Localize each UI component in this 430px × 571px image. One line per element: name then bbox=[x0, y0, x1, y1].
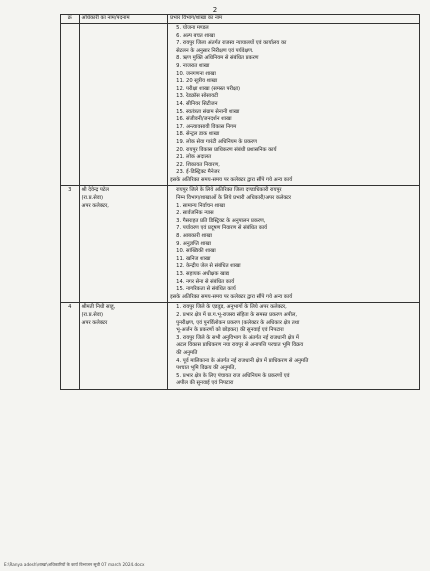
department-item: 13. सहायक अधीक्षक खाद्य bbox=[176, 271, 230, 277]
additional-duties-note: इसके अतिरिक्त समय-समय पर कलेक्टर द्वारा सौंपे गये अन्य कार्य bbox=[170, 176, 293, 183]
header-officer: अधिकारी का नाम/पदनाम bbox=[79, 15, 168, 24]
department-item: 15. नागरिकता से संबंधित कार्य bbox=[176, 286, 236, 293]
department-item: 5. प्रभार क्षेत्र के लिए पंचायत राज अधिनियम के प्रकरणों एवं bbox=[176, 372, 290, 379]
department-item: 14. सीनियर सिटीजन bbox=[176, 100, 218, 107]
officer-line: श्री देवेन्द्र पटेल bbox=[81, 187, 109, 194]
officer-line: अपर कलेक्टर, bbox=[81, 202, 109, 209]
department-item: 2. सार्वजनिक न्यास bbox=[176, 210, 214, 217]
department-item: 8. आबकारी शाखा bbox=[176, 233, 212, 240]
department-item: 12. परीक्षा शाखा (समस्त परीक्षा) bbox=[176, 85, 241, 92]
department-item: अटल विकास प्राधिकरण नया रायपुर से अनापत्ति परचात भूमि विक्रय bbox=[176, 342, 304, 349]
department-cell bbox=[168, 303, 420, 390]
department-item: 14. नगर सेना से संबंधित कार्य bbox=[176, 278, 235, 285]
department-item: 17. अन्त्यावसायी विकास निगम bbox=[176, 123, 237, 130]
officer-line: (रा.प्र.सेवा) bbox=[81, 311, 104, 318]
department-item: 23. ई-डिस्ट्रिक्ट मैनेजर bbox=[176, 169, 220, 176]
page-number: 2 bbox=[212, 6, 218, 14]
table-row bbox=[61, 303, 420, 390]
department-item: 4. पूर्व मालिकाना के अंतर्गत नई राजधानी क्षेत्र में प्राधिकरण से अनुमति bbox=[176, 357, 309, 364]
department-item: 19. लोक सेवा गारंटी अधिनियम के प्रकरण bbox=[176, 138, 257, 145]
department-item: 6. अल्प बचत शाखा bbox=[176, 32, 215, 39]
department-item: 13. रेडक्रॉस सोसायटी bbox=[176, 93, 219, 100]
department-item: 9. अनुज्ञप्ति शाखा bbox=[176, 240, 211, 247]
department-item: 5. योजना मण्डल bbox=[176, 25, 209, 31]
officer-cell bbox=[79, 303, 168, 390]
department-item: 8. ऋण मुक्ति अधिनियम से संबंधित प्रकरण bbox=[176, 55, 259, 62]
department-item: 18. सेन्ट्रल डाक शाखा bbox=[176, 131, 220, 138]
officer-cell bbox=[79, 186, 168, 303]
department-item: भू-अर्जन के प्रकरणों को छोड़कर) की सुनवाई एवं निपटारा bbox=[176, 327, 284, 334]
department-cell bbox=[168, 24, 420, 186]
table-row bbox=[61, 186, 420, 303]
department-item: 1. रायपुर जिले के एडवुड, अनुभागों के लिये अपर कलेक्टर, bbox=[176, 304, 287, 311]
department-item: 15. स्वतंत्रता संग्राम सेनानी शाखा bbox=[176, 108, 240, 115]
department-item: 3. रायपुर जिले के सभी अनुविभाग के अंतर्गत नई राजधानी क्षेत्र में bbox=[176, 334, 299, 341]
department-item: की अनुमति bbox=[176, 349, 198, 356]
department-item: 11. खनिज शाखा bbox=[176, 255, 211, 262]
department-cell bbox=[168, 186, 420, 303]
department-item: पुनरीक्षण, एवं पुनर्विलोकन प्रकरण (कलेक्टर के अधिकार क्षेत्र तथा bbox=[176, 319, 300, 326]
department-item: पश्चात भूमि विक्रय की अनुमति, bbox=[176, 365, 237, 372]
officer-line: श्रीमती निधी साहू, bbox=[81, 304, 116, 311]
header-department: प्रभार विभाग/शाखा का नाम bbox=[168, 15, 420, 24]
officer-line: (रा.प्र.सेवा) bbox=[81, 195, 104, 202]
department-item: 10. सांख्यिकी शाखा bbox=[176, 248, 216, 255]
left-margin bbox=[0, 0, 60, 571]
duty-allocation-table bbox=[60, 14, 420, 390]
officer-line: अपर कलेक्टर bbox=[81, 319, 108, 326]
department-item: 2. प्रभार क्षेत्र में छ.ग.भू-राजस्व संहिता के समस्त प्रकरण अपील, bbox=[176, 311, 297, 318]
department-item: 7. रायपुर जिला अंतर्गत राजस्व न्यायालयों एवं कार्यालय का bbox=[176, 40, 287, 47]
department-item: 3. गैसराहत प्रति डिस्ट्रिक्ट के अनुपालन प्रकरण, bbox=[176, 217, 266, 224]
department-item: 16. संजीवनी/जनदर्शन शाखा bbox=[176, 116, 232, 123]
department-item: 22. शिकायत निवारण, bbox=[176, 161, 220, 168]
serial-number: 4 bbox=[61, 303, 80, 390]
serial-number: 3 bbox=[61, 186, 80, 303]
department-item: निम्न विभाग/शाखाओं के लिये प्रभारी अधिकारी/अपर कलेक्टर bbox=[176, 195, 291, 202]
department-item: 10. जनगणना शाखा bbox=[176, 70, 216, 77]
table-row bbox=[61, 24, 420, 186]
department-item: 21. लोक अदालत bbox=[176, 154, 212, 161]
department-item: 12. केन्द्रीय जेल से संबंधित शाखा bbox=[176, 263, 241, 270]
header-serial: क्र bbox=[61, 15, 80, 24]
department-item: सेटलन के अनुसार निरीक्षण एवं पर्यवेक्षण. bbox=[176, 47, 254, 54]
serial-number bbox=[61, 24, 80, 186]
department-item: अपील की सुनवाई एवं निपटारा bbox=[176, 380, 234, 387]
department-item: 1. सामान्य निर्वाचन शाखा bbox=[176, 202, 225, 209]
file-path-footer: E:\Ranya adesh\शाखा\अधिकारियों के कार्य विभाजन सूची 07 march 2024.docx bbox=[4, 562, 145, 567]
department-item: 7. पर्यावरण एवं प्रदूषण निवारण से संबंधित कार्य bbox=[176, 225, 268, 232]
department-item: 11. 20 सूत्रीय शाखा bbox=[176, 78, 218, 85]
department-item: 20. रायपुर विकास प्राधिकरण संबंधी प्रशासनिक कार्य bbox=[176, 146, 277, 153]
department-item: रायपुर जिले के लिये अतिरिक्त जिला दण्डाधिकारी रायपुर bbox=[176, 187, 282, 194]
department-item: 9. नाजरात शाखा bbox=[176, 62, 210, 69]
additional-duties-note: इसके अतिरिक्त समय-समय पर कलेक्टर द्वारा सौंपे गये अन्य कार्य bbox=[170, 293, 293, 300]
table-header-row bbox=[61, 15, 420, 24]
officer-cell bbox=[79, 24, 168, 186]
